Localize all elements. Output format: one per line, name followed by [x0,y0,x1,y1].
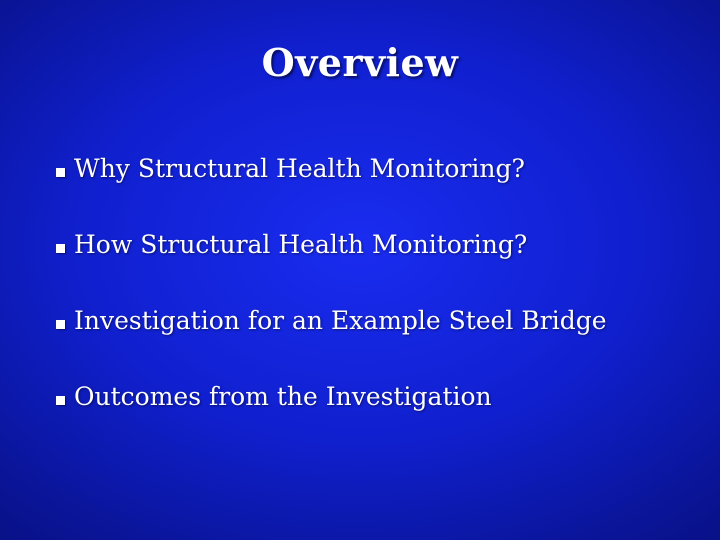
square-bullet-icon [56,320,65,329]
slide-title: Overview [261,40,459,85]
square-bullet-icon [56,244,65,253]
bullet-text: How Structural Health Monitoring? [74,230,528,259]
list-item [0,226,720,302]
bullet-text: Outcomes from the Investigation [74,382,492,411]
list-item [0,378,720,454]
bullet-list [0,150,720,454]
square-bullet-icon [56,396,65,405]
list-item [0,302,720,378]
bullet-text: Investigation for an Example Steel Bridge [74,306,607,335]
list-item [0,150,720,226]
square-bullet-icon [56,168,65,177]
bullet-text: Why Structural Health Monitoring? [74,154,525,183]
